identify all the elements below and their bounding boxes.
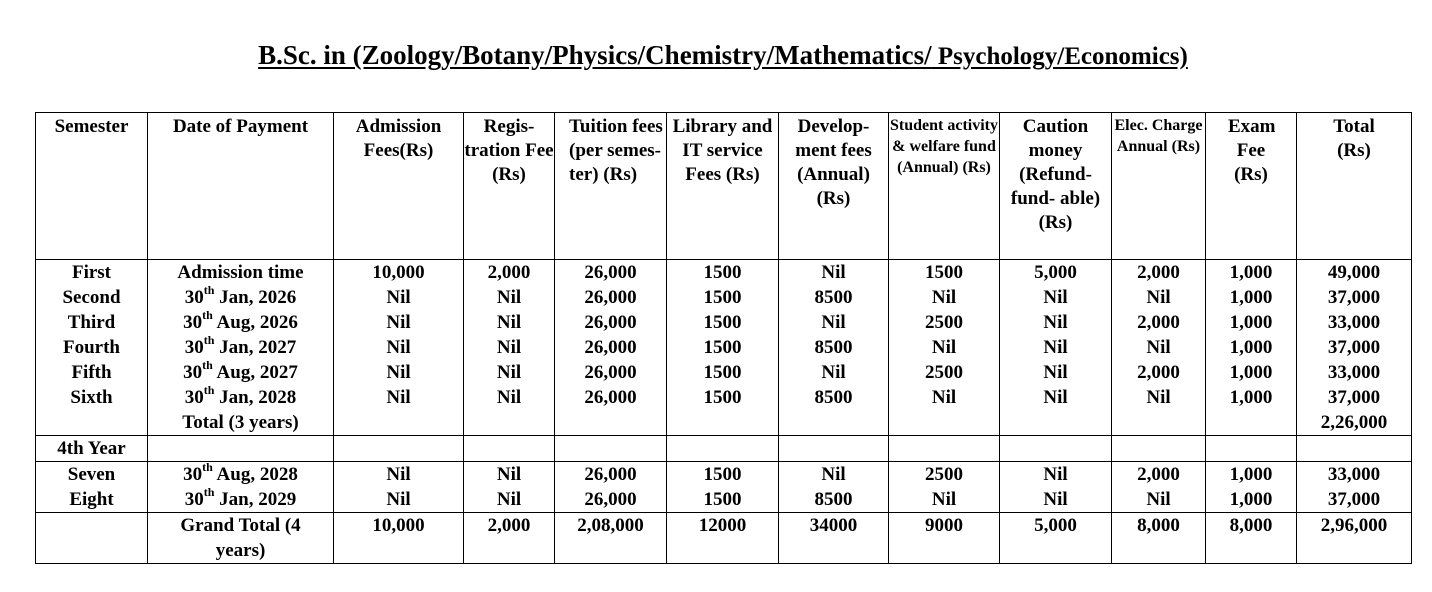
header-tuition: Tuition fees (per semes- ter) (Rs) bbox=[555, 113, 667, 260]
admission-cell: Nil bbox=[334, 487, 464, 513]
tuition-cell: 26,000 bbox=[555, 487, 667, 513]
development-cell: Nil bbox=[779, 360, 889, 385]
header-elec: Elec. Charge Annual (Rs) bbox=[1112, 113, 1206, 260]
registration-cell: Nil bbox=[464, 335, 555, 360]
header-student-welfare: Student activity & welfare fund (Annual) (Rs) bbox=[889, 113, 1000, 260]
library-cell: 1500 bbox=[667, 335, 779, 360]
year4-row bbox=[36, 436, 1412, 462]
table-row bbox=[36, 487, 1412, 513]
title-tail: Psychology/Economics) bbox=[931, 43, 1188, 70]
admission-cell: 10,000 bbox=[334, 513, 464, 564]
table-row bbox=[36, 385, 1412, 410]
registration-cell: Nil bbox=[464, 385, 555, 410]
exam-cell: 1,000 bbox=[1206, 310, 1297, 335]
exam-cell: 1,000 bbox=[1206, 285, 1297, 310]
development-cell: 8500 bbox=[779, 385, 889, 410]
elec-cell: 8,000 bbox=[1112, 513, 1206, 564]
library-cell: 1500 bbox=[667, 360, 779, 385]
header-total: Total (Rs) bbox=[1297, 113, 1412, 260]
exam-cell: 1,000 bbox=[1206, 335, 1297, 360]
header-library: Library and IT service Fees (Rs) bbox=[667, 113, 779, 260]
caution-cell: Nil bbox=[1000, 462, 1112, 488]
date-cell: 30th Jan, 2028 bbox=[148, 385, 334, 410]
caution-cell: Nil bbox=[1000, 360, 1112, 385]
table-row bbox=[36, 360, 1412, 385]
development-cell: Nil bbox=[779, 462, 889, 488]
total-cell: 49,000 bbox=[1297, 260, 1412, 286]
caution-cell: Nil bbox=[1000, 385, 1112, 410]
total-cell: 37,000 bbox=[1297, 335, 1412, 360]
date-cell: 30th Jan, 2029 bbox=[148, 487, 334, 513]
header-semester: Semester bbox=[36, 113, 148, 260]
header-admission: Admission Fees(Rs) bbox=[334, 113, 464, 260]
table-row bbox=[36, 335, 1412, 360]
library-cell: 1500 bbox=[667, 462, 779, 488]
student-welfare-cell: Nil bbox=[889, 335, 1000, 360]
semester-cell: Sixth bbox=[36, 385, 148, 410]
student-welfare-cell: 2500 bbox=[889, 462, 1000, 488]
student-welfare-cell: 1500 bbox=[889, 260, 1000, 286]
table-row bbox=[36, 310, 1412, 335]
table-row bbox=[36, 285, 1412, 310]
grand-total-label: Grand Total (4 years) bbox=[148, 513, 334, 564]
empty-cell bbox=[36, 410, 148, 436]
total-cell: 2,96,000 bbox=[1297, 513, 1412, 564]
development-cell: Nil bbox=[779, 260, 889, 286]
tuition-cell: 2,08,000 bbox=[555, 513, 667, 564]
elec-cell: 2,000 bbox=[1112, 310, 1206, 335]
header-date: Date of Payment bbox=[148, 113, 334, 260]
total-cell: 37,000 bbox=[1297, 285, 1412, 310]
total-3-years-value: 2,26,000 bbox=[1297, 410, 1412, 436]
student-welfare-cell: 2500 bbox=[889, 360, 1000, 385]
tuition-cell: 26,000 bbox=[555, 462, 667, 488]
total-cell: 33,000 bbox=[1297, 462, 1412, 488]
caution-cell: 5,000 bbox=[1000, 260, 1112, 286]
grand-total-row bbox=[36, 513, 1412, 564]
exam-cell: 1,000 bbox=[1206, 385, 1297, 410]
header-row bbox=[36, 113, 1412, 260]
registration-cell: Nil bbox=[464, 462, 555, 488]
library-cell: 1500 bbox=[667, 310, 779, 335]
development-cell: 34000 bbox=[779, 513, 889, 564]
exam-cell: 8,000 bbox=[1206, 513, 1297, 564]
admission-cell: Nil bbox=[334, 462, 464, 488]
tuition-cell: 26,000 bbox=[555, 385, 667, 410]
student-welfare-cell: Nil bbox=[889, 285, 1000, 310]
caution-cell: 5,000 bbox=[1000, 513, 1112, 564]
tuition-cell: 26,000 bbox=[555, 310, 667, 335]
elec-cell: 2,000 bbox=[1112, 462, 1206, 488]
tuition-cell: 26,000 bbox=[555, 360, 667, 385]
admission-cell: Nil bbox=[334, 310, 464, 335]
caution-cell: Nil bbox=[1000, 335, 1112, 360]
exam-cell: 1,000 bbox=[1206, 462, 1297, 488]
semester-cell: Fourth bbox=[36, 335, 148, 360]
caution-cell: Nil bbox=[1000, 487, 1112, 513]
total-cell: 33,000 bbox=[1297, 310, 1412, 335]
tuition-cell: 26,000 bbox=[555, 335, 667, 360]
table-row bbox=[36, 462, 1412, 488]
year4-label: 4th Year bbox=[36, 436, 148, 462]
total-cell: 37,000 bbox=[1297, 487, 1412, 513]
admission-cell: Nil bbox=[334, 360, 464, 385]
semester-cell: First bbox=[36, 260, 148, 286]
library-cell: 12000 bbox=[667, 513, 779, 564]
elec-cell: Nil bbox=[1112, 385, 1206, 410]
tuition-cell: 26,000 bbox=[555, 260, 667, 286]
elec-cell: Nil bbox=[1112, 285, 1206, 310]
student-welfare-cell: 9000 bbox=[889, 513, 1000, 564]
elec-cell: 2,000 bbox=[1112, 360, 1206, 385]
library-cell: 1500 bbox=[667, 260, 779, 286]
student-welfare-cell: Nil bbox=[889, 385, 1000, 410]
date-cell: 30th Aug, 2028 bbox=[148, 462, 334, 488]
elec-cell: 2,000 bbox=[1112, 260, 1206, 286]
library-cell: 1500 bbox=[667, 285, 779, 310]
title-main: B.Sc. in (Zoology/Botany/Physics/Chemistry/Mathematics/ bbox=[258, 40, 932, 70]
exam-cell: 1,000 bbox=[1206, 360, 1297, 385]
registration-cell: Nil bbox=[464, 310, 555, 335]
semester-cell: Eight bbox=[36, 487, 148, 513]
header-development: Develop- ment fees (Annual) (Rs) bbox=[779, 113, 889, 260]
semester-cell: Second bbox=[36, 285, 148, 310]
table-row bbox=[36, 260, 1412, 286]
semester-cell: Fifth bbox=[36, 360, 148, 385]
library-cell: 1500 bbox=[667, 487, 779, 513]
exam-cell: 1,000 bbox=[1206, 260, 1297, 286]
student-welfare-cell: 2500 bbox=[889, 310, 1000, 335]
semester-cell: Third bbox=[36, 310, 148, 335]
date-cell: 30th Aug, 2027 bbox=[148, 360, 334, 385]
admission-cell: Nil bbox=[334, 285, 464, 310]
admission-cell: Nil bbox=[334, 335, 464, 360]
total-3-years-label: Total (3 years) bbox=[148, 410, 334, 436]
registration-cell: Nil bbox=[464, 487, 555, 513]
registration-cell: Nil bbox=[464, 285, 555, 310]
library-cell: 1500 bbox=[667, 385, 779, 410]
admission-cell: 10,000 bbox=[334, 260, 464, 286]
fee-table bbox=[35, 112, 1412, 564]
elec-cell: Nil bbox=[1112, 335, 1206, 360]
header-caution: Caution money (Refund- fund- able) (Rs) bbox=[1000, 113, 1112, 260]
exam-cell: 1,000 bbox=[1206, 487, 1297, 513]
empty-cell bbox=[36, 513, 148, 564]
date-cell: 30th Aug, 2026 bbox=[148, 310, 334, 335]
header-registration: Regis- tration Fee (Rs) bbox=[464, 113, 555, 260]
registration-cell: 2,000 bbox=[464, 513, 555, 564]
development-cell: 8500 bbox=[779, 285, 889, 310]
elec-cell: Nil bbox=[1112, 487, 1206, 513]
semester-cell: Seven bbox=[36, 462, 148, 488]
registration-cell: 2,000 bbox=[464, 260, 555, 286]
header-exam: Exam Fee (Rs) bbox=[1206, 113, 1297, 260]
total-cell: 37,000 bbox=[1297, 385, 1412, 410]
development-cell: 8500 bbox=[779, 487, 889, 513]
subtotal-row bbox=[36, 410, 1412, 436]
registration-cell: Nil bbox=[464, 360, 555, 385]
date-cell: 30th Jan, 2027 bbox=[148, 335, 334, 360]
student-welfare-cell: Nil bbox=[889, 487, 1000, 513]
caution-cell: Nil bbox=[1000, 285, 1112, 310]
tuition-cell: 26,000 bbox=[555, 285, 667, 310]
development-cell: Nil bbox=[779, 310, 889, 335]
date-cell: Admission time bbox=[148, 260, 334, 286]
date-cell: 30th Jan, 2026 bbox=[148, 285, 334, 310]
development-cell: 8500 bbox=[779, 335, 889, 360]
caution-cell: Nil bbox=[1000, 310, 1112, 335]
total-cell: 33,000 bbox=[1297, 360, 1412, 385]
page-title bbox=[0, 40, 1432, 71]
admission-cell: Nil bbox=[334, 385, 464, 410]
